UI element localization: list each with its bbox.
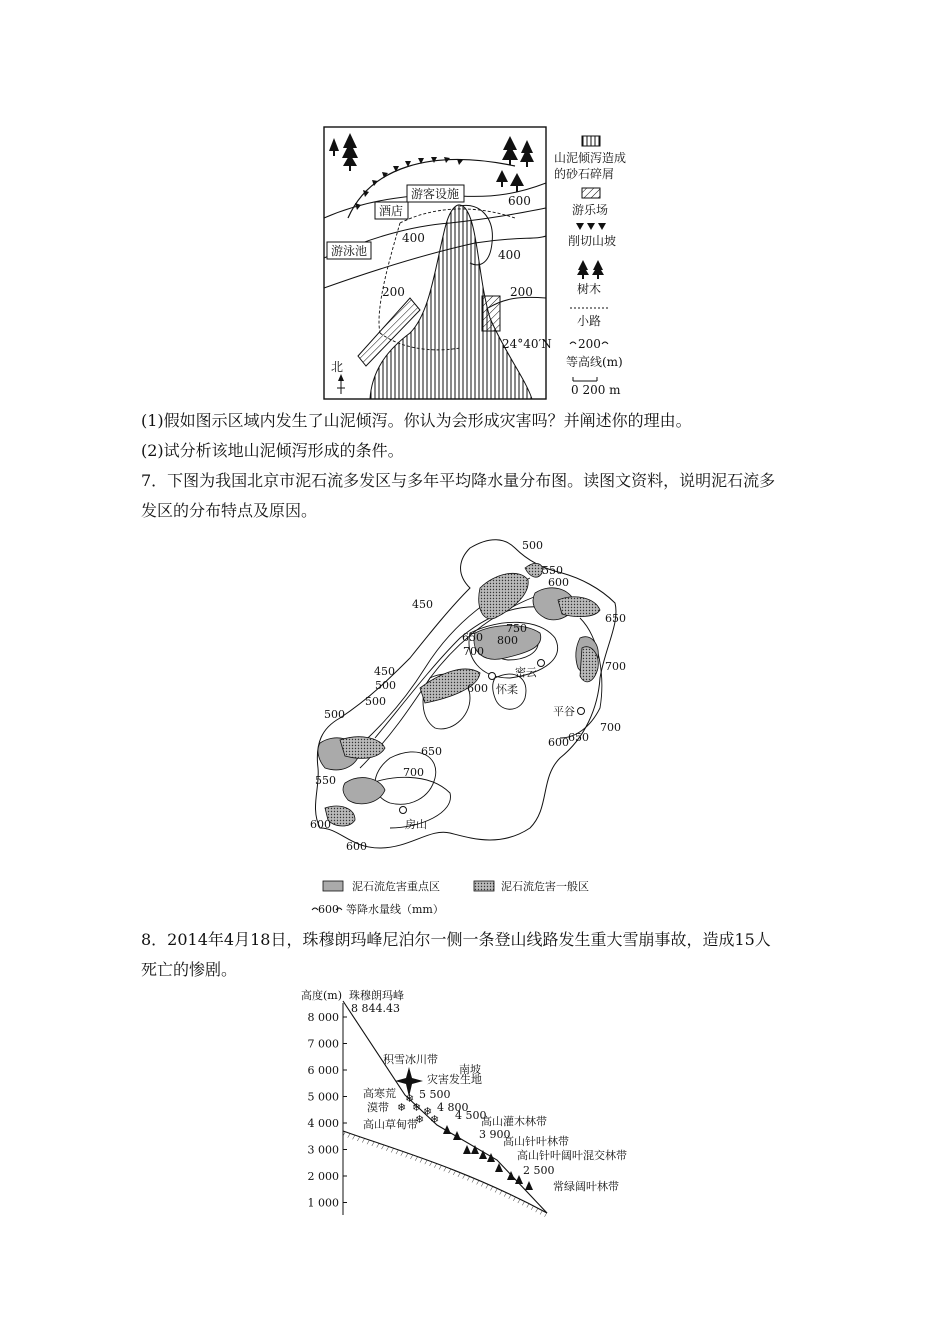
isohyet-value: 450 — [374, 665, 395, 678]
y-tick-label: 4 000 — [307, 1117, 339, 1130]
key-hazard-zones — [318, 588, 598, 804]
label-south-slope: 南坡 — [459, 1063, 481, 1076]
isohyet-value: 650 — [568, 731, 589, 744]
legend-contour: 等高线(m) — [566, 355, 623, 369]
svg-text:❄: ❄ — [412, 1101, 422, 1114]
north-arrow-icon — [337, 374, 345, 394]
label-evergreen: 常绿阔叶林带 — [553, 1180, 619, 1193]
contour-label: 600 — [508, 194, 531, 208]
debris-legend-icon — [582, 136, 600, 146]
tourist-facility-label: 游客设施 — [410, 187, 460, 201]
svg-text:❄: ❄ — [405, 1092, 415, 1105]
label-snow-zone: 积雪冰川带 — [383, 1053, 438, 1066]
question-7-line2: 发区的分布特点及原因。 — [141, 501, 318, 520]
svg-text:❄: ❄ — [423, 1105, 433, 1118]
legend-park: 游乐场 — [572, 203, 609, 217]
legend-scale: 0 200 m — [571, 383, 621, 397]
isohyet-value: 600 — [548, 736, 569, 749]
isohyet-value: 700 — [605, 660, 626, 673]
town-label-pinggu: 平谷 — [553, 705, 575, 718]
isohyet-value: 700 — [600, 721, 621, 734]
isohyet-value: 600 — [310, 818, 331, 831]
y-axis-ticks — [308, 1011, 348, 1210]
isohyet-value: 650 — [605, 612, 626, 625]
isohyet-value: 500 — [324, 708, 345, 721]
peak-height: 8 844.43 — [351, 1002, 400, 1015]
question-7-line1: 7．下图为我国北京市泥石流多发区与多年平均降水量分布图。读图文资料，说明泥石流多 — [141, 471, 776, 490]
north-label: 北 — [330, 360, 344, 374]
beijing-debris-flow-map — [300, 528, 630, 920]
isohyet-value: 650 — [421, 745, 442, 758]
isohyet-value: 700 — [463, 645, 484, 658]
svg-text:❄: ❄ — [430, 1113, 440, 1126]
town-label-huairou: 怀柔 — [496, 683, 518, 696]
label-h2500: 2 500 — [523, 1164, 555, 1177]
isohyet-value: 500 — [522, 539, 543, 552]
trees — [329, 133, 534, 192]
question-6-2: (2)试分析该地山泥倾泻形成的条件。 — [141, 441, 404, 460]
isohyet-value: 600 — [467, 682, 488, 695]
latitude-label: 24°40′N — [502, 337, 552, 351]
isohyet-value: 500 — [375, 679, 396, 692]
isohyet-value: 450 — [412, 598, 433, 611]
y-tick-label: 5 000 — [307, 1090, 339, 1104]
label-h5500: 5 500 — [419, 1088, 451, 1101]
debris-zone — [370, 205, 532, 399]
y-tick-label: 3 000 — [307, 1143, 339, 1157]
contour-label: 200 — [510, 285, 533, 299]
town-label-fangshan: 房山 — [405, 818, 427, 831]
label-h3900: 3 900 — [479, 1128, 511, 1141]
label-disaster-site: 灾害发生地 — [427, 1073, 482, 1086]
isohyet-value: 650 — [462, 631, 483, 644]
legend-debris-line1: 山泥倾泻造成 — [554, 151, 627, 165]
legend-isohyet-sample: 600 — [318, 903, 339, 916]
legend-general-zone: 泥石流危害一般区 — [501, 880, 589, 893]
legend-trees: 树木 — [577, 282, 602, 296]
svg-text:❄: ❄ — [397, 1101, 407, 1114]
isohyet-value: 800 — [497, 634, 518, 647]
tree-legend-icon — [577, 260, 604, 279]
park-legend-icon — [582, 188, 600, 198]
town-label-miyun: 密云 — [515, 666, 537, 679]
cut-slope-legend-icon — [576, 223, 606, 230]
label-conifer: 高山针叶林带 — [503, 1135, 569, 1148]
town-marker — [578, 708, 585, 715]
isohyet-value: 700 — [403, 766, 424, 779]
question-6-1: (1)假如图示区域内发生了山泥倾泻。你认为会形成灾害吗？并阐述你的理由。 — [141, 411, 692, 430]
amusement-park-area — [482, 296, 500, 331]
town-marker — [489, 673, 496, 680]
y-tick-label: 7 000 — [307, 1037, 339, 1051]
legend-path: 小路 — [577, 314, 602, 328]
legend-contour-sample: 200 — [578, 337, 601, 351]
label-mixed: 高山针叶阔叶混交林带 — [517, 1149, 627, 1162]
question-8-line1: 8．2014年4月18日，珠穆朗玛峰尼泊尔一侧一条登山线路发生重大雪崩事故，造成15人 — [141, 930, 771, 949]
y-axis-title: 高度(m) — [301, 989, 343, 1002]
svg-text:❄: ❄ — [415, 1113, 425, 1126]
label-desert-2: 漠带 — [367, 1101, 389, 1114]
landslide-map-figure — [310, 118, 655, 400]
label-h4500: 4 500 — [455, 1109, 487, 1122]
isohyet-value: 500 — [365, 695, 386, 708]
legend-cut-slope: 削切山坡 — [568, 234, 617, 248]
town-marker — [400, 807, 407, 814]
contour-label: 200 — [382, 285, 405, 299]
label-meadow: 高山草甸带 — [363, 1118, 418, 1131]
legend-key-zone: 泥石流危害重点区 — [352, 880, 440, 893]
everest-profile-figure — [297, 985, 657, 1225]
isohyet-value: 550 — [542, 564, 563, 577]
legend-isohyet: 等降水量线（mm） — [346, 903, 444, 916]
question-8-line2: 死亡的惨剧。 — [141, 960, 238, 979]
isohyet-value: 600 — [346, 840, 367, 853]
legend-debris-line2: 的砂石碎屑 — [554, 167, 615, 181]
key-zone-legend-icon — [323, 881, 343, 891]
label-h4800: 4 800 — [437, 1101, 469, 1114]
isohyet-value: 550 — [315, 774, 336, 787]
label-desert-1: 高寒荒 — [363, 1087, 396, 1100]
contour-label: 400 — [402, 231, 425, 245]
peak-name: 珠穆朗玛峰 — [349, 989, 404, 1002]
scale-bar — [573, 377, 597, 381]
y-tick-label: 1 000 — [307, 1196, 339, 1210]
pool-label: 游泳池 — [330, 244, 368, 258]
town-marker — [538, 660, 545, 667]
isohyet-value: 600 — [548, 576, 569, 589]
general-zone-legend-icon — [474, 881, 494, 891]
label-shrub: 高山灌木林带 — [481, 1115, 547, 1128]
y-tick-label: 6 000 — [307, 1064, 339, 1077]
y-tick-label: 2 000 — [307, 1170, 339, 1183]
hotel-label: 酒店 — [378, 204, 404, 218]
y-tick-label: 8 000 — [307, 1011, 339, 1024]
isohyet-value: 750 — [506, 622, 527, 635]
contour-label: 400 — [498, 248, 521, 262]
